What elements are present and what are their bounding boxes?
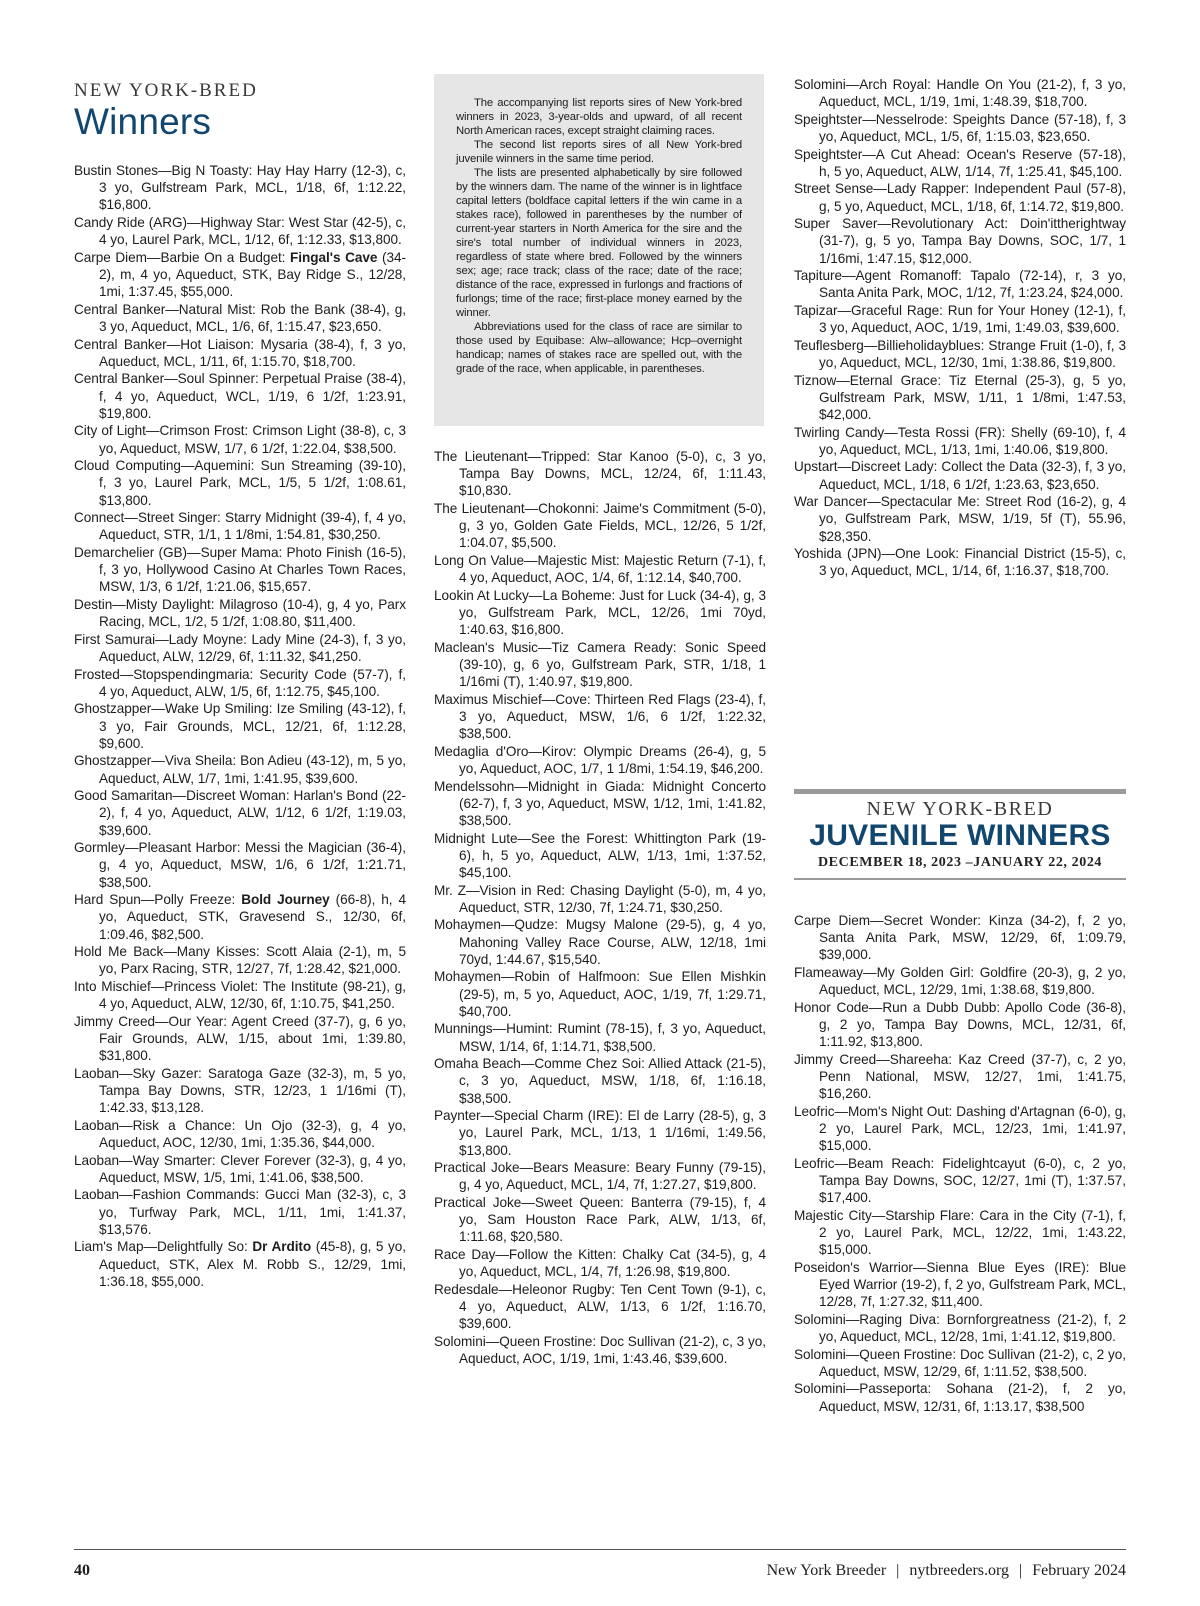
footer-credits [767, 1562, 1126, 1580]
juvenile-header [794, 789, 1126, 880]
entry-text: Frosted—Stopspendingmaria: Security Code (57-7), f, 4 yo, Aqueduct, ALW, 1/5, 6f, 1:12.75, $45,100. [74, 666, 406, 699]
winner-entry [794, 999, 1126, 1051]
entry-text: Solomini—Raging Diva: Bornforgreatness (21-2), f, 2 yo, Aqueduct, MCL, 12/28, 1mi, 1:41.12, $19,800. [794, 1311, 1126, 1344]
entry-text: The Lieutenant—Tripped: Star Kanoo (5-0), c, 3 yo, Tampa Bay Downs, MCL, 12/24, 6f, 1:11.43, $10,830. [434, 449, 766, 499]
winner-entry [74, 943, 406, 977]
winner-entry [74, 839, 406, 891]
entry-text: Flameaway—My Golden Girl: Goldfire (20-3), g, 2 yo, Aqueduct, MCL, 12/29, 1mi, 1:38.68, $19,800. [794, 965, 1126, 998]
entry-text: Connect—Street Singer: Starry Midnight (39-4), f, 4 yo, Aqueduct, STR, 1/1, 1 1/8mi, 1:54.81, $30,250. [74, 510, 406, 543]
entry-text: Poseidon's Warrior—Sienna Blue Eyes (IRE): Blue Eyed Warrior (19-2), f, 2 yo, Gulfstream Park, MCL, 12/28, 7f, 1:27.32, $11,400. [794, 1259, 1126, 1310]
entry-text: (66-8), h, 4 yo, Aqueduct, STK, Gravesend S., 12/30, 6f, 1:09.46, $82,500. [99, 892, 406, 942]
winner-entry [434, 882, 766, 916]
winner-entry [74, 422, 406, 456]
entry-text: Omaha Beach—Comme Chez Soi: Allied Attack (21-5), c, 3 yo, Aqueduct, MSW, 1/18, 6f, 1:16.18, $38,500. [434, 1056, 766, 1106]
entry-text: Maclean's Music—Tiz Camera Ready: Sonic Speed (39-10), g, 6 yo, Gulfstream Park, STR, 1/18, 1 1/16mi (T), 1:40.97, $19,800. [434, 639, 766, 690]
stakes-winner-name: Dr Ardito [252, 1239, 312, 1255]
entry-text: Mendelssohn—Midnight in Giada: Midnight Concerto (62-7), f, 3 yo, Aqueduct, MSW, 1/12, 1mi, 1:41.82, $38,500. [434, 778, 766, 828]
winner-entry [434, 1107, 766, 1159]
winner-entry [794, 1207, 1126, 1259]
entry-text: Mr. Z—Vision in Red: Chasing Daylight (5-0), m, 4 yo, Aqueduct, STR, 12/30, 7f, 1:24.71, $30,250. [434, 882, 766, 915]
winner-entry [434, 1333, 766, 1367]
entry-text: Practical Joke—Bears Measure: Beary Funny (79-15), g, 4 yo, Aqueduct, MCL, 1/4, 7f, 1:27.27, $19,800. [434, 1160, 766, 1193]
winner-entry [434, 743, 766, 777]
winner-entry [434, 830, 766, 882]
entry-text: Hold Me Back—Many Kisses: Scott Alaia (2-1), m, 5 yo, Parx Racing, STR, 12/27, 7f, 1:28.42, $21,000. [74, 944, 406, 977]
entry-text: Destin—Misty Daylight: Milagroso (10-4), g, 4 yo, Parx Racing, MCL, 1/2, 5 1/2f, 1:08.80, $11,400. [74, 596, 406, 630]
entry-text: Long On Value—Majestic Mist: Majestic Return (7-1), f, 4 yo, Aqueduct, AOC, 1/4, 6f, 1:12.14, $40,700. [434, 553, 766, 586]
winner-entry [74, 336, 406, 370]
entry-text: Demarchelier (GB)—Super Mama: Photo Finish (16-5), f, 3 yo, Hollywood Casino At Charles Town Races, MSW, 1/3, 6 1/2f, 1:21.06, $15,657. [74, 544, 406, 595]
winner-entry [794, 180, 1126, 214]
entry-text: Laoban—Risk a Chance: Un Ojo (32-3), g, 4 yo, Aqueduct, AOC, 12/30, 1mi, 1:35.36, $44,000. [74, 1117, 406, 1150]
winner-entry [794, 146, 1126, 180]
winner-entry [434, 1055, 766, 1107]
winner-entry [434, 1159, 766, 1193]
winner-entry [434, 916, 766, 968]
entry-text: Lookin At Lucky—La Boheme: Just for Luck (34-4), g, 3 yo, Gulfstream Park, MCL, 12/26, 1mi 70yd, 1:40.63, $16,800. [434, 587, 766, 638]
winner-entry [794, 1155, 1126, 1207]
entry-text: Laoban—Way Smarter: Clever Forever (32-3), g, 4 yo, Aqueduct, MSW, 1/5, 1mi, 1:41.06, $38,500. [74, 1152, 406, 1185]
winners-column-3 [794, 76, 1126, 580]
entry-text: Central Banker—Hot Liaison: Mysaria (38-4), f, 3 yo, Aqueduct, MCL, 1/11, 6f, 1:15.70, $18,700. [74, 336, 406, 369]
entry-text: Gormley—Pleasant Harbor: Messi the Magician (36-4), g, 4 yo, Aqueduct, MSW, 1/6, 6 1/2f, 1:21.71, $38,500. [74, 840, 406, 890]
entry-text: Jimmy Creed—Shareeha: Kaz Creed (37-7), c, 2 yo, Penn National, MSW, 12/27, 1mi, 1:41.75, $16,260. [794, 1051, 1126, 1102]
winner-entry [794, 458, 1126, 492]
winner-entry [794, 215, 1126, 267]
winner-entry [434, 1246, 766, 1280]
winner-entry [434, 968, 766, 1020]
winner-entry [74, 214, 406, 248]
entry-text: Carpe Diem—Secret Wonder: Kinza (34-2), f, 2 yo, Santa Anita Park, MSW, 12/29, 6f, 1:09.79, $39,000. [794, 913, 1126, 963]
intro-paragraph: The second list reports sires of all New York-bred juvenile winners in the same time period. [456, 139, 742, 165]
winner-entry [434, 1194, 766, 1246]
page-number: 40 [74, 1562, 90, 1579]
juvenile-kicker: NEW YORK-BRED [866, 798, 1054, 820]
footer-separator: | [896, 1562, 900, 1579]
entry-text: First Samurai—Lady Moyne: Lady Mine (24-3), f, 3 yo, Aqueduct, ALW, 12/29, 6f, 1:11.32, $41,250. [74, 631, 406, 664]
entry-text: Super Saver—Revolutionary Act: Doin'ittherightway (31-7), g, 5 yo, Tampa Bay Downs, SOC, 1/7, 1 1/16mi, 1:47.15, $12,000. [794, 216, 1126, 266]
entry-text: The Lieutenant—Chokonni: Jaime's Commitment (5-0), g, 3 yo, Golden Gate Fields, MCL, 12/26, 5 1/2f, 1:04.07, $5,500. [434, 501, 766, 551]
winner-entry [434, 552, 766, 586]
juvenile-top-rule [794, 789, 1126, 794]
juvenile-winners-list [794, 912, 1126, 1415]
winner-entry [74, 249, 406, 301]
entry-text: Medaglia d'Oro—Kirov: Olympic Dreams (26-4), g, 5 yo, Aqueduct, AOC, 1/7, 1 1/8mi, 1:54.19, $46,200. [434, 743, 766, 776]
winner-entry [74, 457, 406, 509]
winner-entry [74, 596, 406, 630]
entry-text: Upstart—Discreet Lady: Collect the Data (32-3), f, 3 yo, Aqueduct, MCL, 1/18, 6 1/2f, 1:23.63, $23,650. [794, 459, 1126, 492]
entry-text: (45-8), g, 5 yo, Aqueduct, STK, Alex M. Robb S., 12/29, 1mi, 1:36.18, $55,000. [99, 1239, 406, 1289]
entry-text: Race Day—Follow the Kitten: Chalky Cat (34-5), g, 4 yo, Aqueduct, MCL, 1/4, 7f, 1:26.98, $19,800. [434, 1246, 766, 1280]
winner-entry [434, 778, 766, 830]
entry-text: Solomini—Queen Frostine: Doc Sullivan (21-2), c, 3 yo, Aqueduct, AOC, 1/19, 1mi, 1:43.46, $39,600. [434, 1333, 766, 1366]
winner-entry [74, 891, 406, 943]
winner-entry [74, 1013, 406, 1065]
juvenile-bottom-rule [794, 878, 1126, 880]
winner-entry [794, 372, 1126, 424]
winner-entry [74, 700, 406, 752]
winner-entry [794, 337, 1126, 371]
entry-text: War Dancer—Spectacular Me: Street Rod (16-2), g, 4 yo, Gulfstream Park, MSW, 1/19, 5f (T), 55.96, $28,350. [794, 494, 1126, 544]
entry-text: Tapiture—Agent Romanoff: Tapalo (72-14), r, 3 yo, Santa Anita Park, MOC, 1/12, 7f, 1:23.24, $24,000. [794, 268, 1126, 301]
winner-entry [794, 1380, 1126, 1414]
entry-text: Good Samaritan—Discreet Woman: Harlan's Bond (22-2), f, 4 yo, Aqueduct, ALW, 1/12, 6 1/2f, 1:19.03, $39,600. [74, 788, 406, 838]
winner-entry [434, 500, 766, 552]
entry-text: Majestic City—Starship Flare: Cara in the City (7-1), f, 2 yo, Laurel Park, MCL, 12/22, 1mi, 1:43.22, $15,000. [794, 1207, 1126, 1258]
winner-entry [794, 267, 1126, 301]
entry-text: Cloud Computing—Aquemini: Sun Streaming (39-10), f, 3 yo, Laurel Park, MCL, 1/5, 5 1/2f, 1:08.61, $13,800. [74, 458, 406, 508]
entry-text: Honor Code—Run a Dubb Dubb: Apollo Code (36-8), g, 2 yo, Tampa Bay Downs, MCL, 12/31, 6f, 1:11.92, $13,800. [794, 999, 1126, 1050]
entry-text: Carpe Diem—Barbie On a Budget: [74, 249, 291, 265]
entry-text: City of Light—Crimson Frost: Crimson Light (38-8), c, 3 yo, Aqueduct, MSW, 1/7, 6 1/2f, 1:22.04, $38,500. [74, 423, 406, 456]
winners-column-1 [74, 162, 406, 1290]
entry-text: Tapizar—Graceful Rage: Run for Your Honey (12-1), f, 3 yo, Aqueduct, AOC, 1/19, 1mi, 1:49.03, $39,600. [794, 302, 1126, 336]
winner-entry [74, 978, 406, 1012]
winner-entry [794, 912, 1126, 964]
entry-text: Solomini—Arch Royal: Handle On You (21-2), f, 3 yo, Aqueduct, MCL, 1/19, 1mi, 1:48.39, $18,700. [794, 77, 1126, 110]
winner-entry [434, 691, 766, 743]
entry-text: Teuflesberg—Billieholidayblues: Strange Fruit (1-0), f, 3 yo, Aqueduct, MCL, 12/30, 1mi, 1:38.86, $19,800. [794, 337, 1126, 370]
winner-entry [434, 1020, 766, 1054]
entry-text: (34-2), m, 4 yo, Aqueduct, STK, Bay Ridge S., 12/28, 1mi, 1:37.45, $55,000. [99, 249, 406, 300]
winner-entry [794, 545, 1126, 579]
winner-entry [794, 493, 1126, 545]
entry-text: Midnight Lute—See the Forest: Whittington Park (19-6), h, 5 yo, Aqueduct, ALW, 1/13, 1mi, 1:37.52, $45,100. [434, 830, 766, 880]
winner-entry [794, 302, 1126, 336]
entry-text: Leofric—Mom's Night Out: Dashing d'Artagnan (6-0), g, 2 yo, Laurel Park, MCL, 12/23, 1mi, 1:41.97, $15,000. [794, 1103, 1126, 1154]
winner-entry [74, 631, 406, 665]
footer-separator: | [1019, 1562, 1023, 1579]
winner-entry [794, 1103, 1126, 1155]
entry-text: Speightster—Nesselrode: Speights Dance (57-18), f, 3 yo, Aqueduct, MCL, 1/5, 6f, 1:15.03, $23,650. [794, 111, 1126, 144]
entry-text: Twirling Candy—Testa Rossi (FR): Shelly (69-10), f, 4 yo, Aqueduct, MCL, 1/13, 1mi, 1:40.06, $19,800. [794, 424, 1126, 457]
juvenile-date-range: DECEMBER 18, 2023 –JANUARY 22, 2024 [817, 855, 1103, 870]
page-title: Winners [74, 101, 212, 142]
intro-text [456, 96, 742, 376]
issue-date: February 2024 [1032, 1562, 1126, 1579]
winner-entry [434, 448, 766, 500]
entry-text: Central Banker—Natural Mist: Rob the Bank (38-4), g, 3 yo, Aqueduct, MCL, 1/6, 6f, 1:15.47, $23,650. [74, 301, 406, 334]
winner-entry [794, 1311, 1126, 1345]
entry-text: Solomini—Queen Frostine: Doc Sullivan (21-2), c, 2 yo, Aqueduct, MSW, 12/29, 6f, 1:11.52, $38,500. [794, 1346, 1126, 1379]
entry-text: Mohaymen—Robin of Halfmoon: Sue Ellen Mishkin (29-5), m, 5 yo, Aqueduct, AOC, 1/19, 7f, 1:29.71, $40,700. [434, 969, 766, 1019]
winner-entry [794, 1259, 1126, 1311]
winner-entry [794, 111, 1126, 145]
section-kicker: NEW YORK-BRED [74, 80, 258, 101]
intro-paragraph: The lists are presented alphabetically by sire followed by the winners dam. The name of the winner is in lightface capital letters (boldface capital letters if the win came in a stakes race), followed in parentheses by the number of current-year starters in North America for the sire and the sire's total number of individual winners in 2023, regardless of state where bred. Followed by the winners sex; age; race track; class of the race; date of the race; distance of the race, expressed in furlongs and fractions of furlongs; time of the race; first-place money earned by the winner. [456, 167, 742, 319]
entry-text: Practical Joke—Sweet Queen: Banterra (79-15), f, 4 yo, Sam Houston Race Park, ALW, 1/13, 6f, 1:11.68, $20,580. [434, 1194, 766, 1245]
entry-text: Speightster—A Cut Ahead: Ocean's Reserve (57-18), h, 5 yo, Aqueduct, ALW, 1/14, 7f, 1:25.41, $45,100. [794, 146, 1126, 179]
winner-entry [74, 752, 406, 786]
winner-entry [74, 1065, 406, 1117]
intro-box [434, 74, 764, 426]
entry-text: Mohaymen—Qudze: Mugsy Malone (29-5), g, 4 yo, Mahoning Valley Race Course, ALW, 12/18, 1mi 70yd, 1:44.67, $15,540. [434, 917, 766, 967]
winner-entry [74, 666, 406, 700]
entry-text: Redesdale—Heleonor Rugby: Ten Cent Town (9-1), c, 4 yo, Aqueduct, ALW, 1/13, 6 1/2f, 1:16.70, $39,600. [434, 1281, 766, 1332]
winner-entry [794, 424, 1126, 458]
winner-entry [434, 587, 766, 639]
entry-text: Tiznow—Eternal Grace: Tiz Eternal (25-3), g, 5 yo, Gulfstream Park, MSW, 1/11, 1 1/8mi, 1:47.53, $42,000. [794, 372, 1126, 422]
entry-text: Laoban—Fashion Commands: Gucci Man (32-3), c, 3 yo, Turfway Park, MCL, 1/11, 1mi, 1:41.37, $13,576. [74, 1187, 406, 1237]
entry-text: Solomini—Passeporta: Sohana (21-2), f, 2 yo, Aqueduct, MSW, 12/31, 6f, 1:13.17, $38,500 [794, 1381, 1126, 1414]
entry-text: Bustin Stones—Big N Toasty: Hay Hay Harry (12-3), c, 3 yo, Gulfstream Park, MCL, 1/18, 6f, 1:12.22, $16,800. [74, 163, 406, 213]
website-link[interactable]: nytbreeders.org [909, 1562, 1010, 1579]
publication-name: New York Breeder [766, 1562, 887, 1579]
juvenile-title: JUVENILE WINNERS [809, 819, 1111, 852]
winner-entry [794, 1346, 1126, 1380]
winner-entry [74, 301, 406, 335]
winner-entry [74, 1238, 406, 1290]
entry-text: Central Banker—Soul Spinner: Perpetual Praise (38-4), f, 4 yo, Aqueduct, WCL, 1/19, 6 1/2f, 1:23.91, $19,800. [74, 371, 406, 421]
entry-text: Jimmy Creed—Our Year: Agent Creed (37-7), g, 6 yo, Fair Grounds, ALW, 1/15, about 1mi, 1:39.80, $31,800. [74, 1013, 406, 1064]
entry-text: Maximus Mischief—Cove: Thirteen Red Flags (23-4), f, 3 yo, Aqueduct, MSW, 1/6, 6 1/2f, 1:22.32, $38,500. [434, 691, 766, 742]
footer-rule [74, 1549, 1126, 1550]
entry-text: Ghostzapper—Viva Sheila: Bon Adieu (43-12), m, 5 yo, Aqueduct, ALW, 1/7, 1mi, 1:41.95, $39,600. [74, 753, 406, 786]
stakes-winner-name: Bold Journey [241, 892, 330, 908]
entry-text: Into Mischief—Princess Violet: The Institute (98-21), g, 4 yo, Aqueduct, ALW, 12/30, 6f, 1:10.75, $41,250. [74, 978, 406, 1012]
winner-entry [434, 1281, 766, 1333]
winner-entry [794, 964, 1126, 998]
entry-text: Laoban—Sky Gazer: Saratoga Gaze (32-3), m, 5 yo, Tampa Bay Downs, STR, 12/23, 1 1/16mi (T), 1:42.33, $13,128. [74, 1065, 406, 1116]
entry-text: Ghostzapper—Wake Up Smiling: Ize Smiling (43-12), f, 3 yo, Fair Grounds, MCL, 12/21, 6f, 1:12.28, $9,600. [74, 701, 406, 751]
winners-column-2 [434, 448, 766, 1368]
winner-entry [74, 544, 406, 596]
winner-entry [74, 509, 406, 543]
entry-text: Candy Ride (ARG)—Highway Star: West Star (42-5), c, 4 yo, Laurel Park, MCL, 1/12, 6f, 1:12.33, $13,800. [74, 215, 406, 248]
stakes-winner-name: Fingal's Cave [290, 249, 378, 265]
winner-entry [794, 76, 1126, 110]
winner-entry [74, 1152, 406, 1186]
winner-entry [74, 162, 406, 214]
entry-text: Liam's Map—Delightfully So: [74, 1239, 253, 1255]
winner-entry [74, 1186, 406, 1238]
intro-paragraph: The accompanying list reports sires of New York-bred winners in 2023, 3-year-olds and upward, of all recent North American races, except straight claiming races. [456, 97, 742, 137]
intro-paragraph: Abbreviations used for the class of race are similar to those used by Equibase: Alw–allowance; Hcp–overnight handicap; names of stakes race are spelled out, with the grade of the race, when applicable, in parentheses. [456, 321, 742, 375]
entry-text: Munnings—Humint: Rumint (78-15), f, 3 yo, Aqueduct, MSW, 1/14, 6f, 1:14.71, $38,500. [434, 1021, 766, 1054]
winner-entry [794, 1051, 1126, 1103]
entry-text: Paynter—Special Charm (IRE): El de Larry (28-5), g, 3 yo, Laurel Park, MCL, 1/13, 1 1/16mi, 1:49.56, $13,800. [434, 1108, 766, 1158]
entry-text: Hard Spun—Polly Freeze: [74, 892, 242, 908]
entry-text: Yoshida (JPN)—One Look: Financial District (15-5), c, 3 yo, Aqueduct, MCL, 1/14, 6f, 1:16.37, $18,700. [794, 546, 1126, 579]
winner-entry [434, 639, 766, 691]
entry-text: Leofric—Beam Reach: Fidelightcayut (6-0), c, 2 yo, Tampa Bay Downs, SOC, 12/27, 1mi (T), 1:37.57, $17,400. [794, 1155, 1126, 1206]
winner-entry [74, 787, 406, 839]
entry-text: Street Sense—Lady Rapper: Independent Paul (57-8), g, 5 yo, Aqueduct, MCL, 1/18, 6f, 1:14.72, $19,800. [794, 181, 1126, 214]
winner-entry [74, 1117, 406, 1151]
winner-entry [74, 370, 406, 422]
